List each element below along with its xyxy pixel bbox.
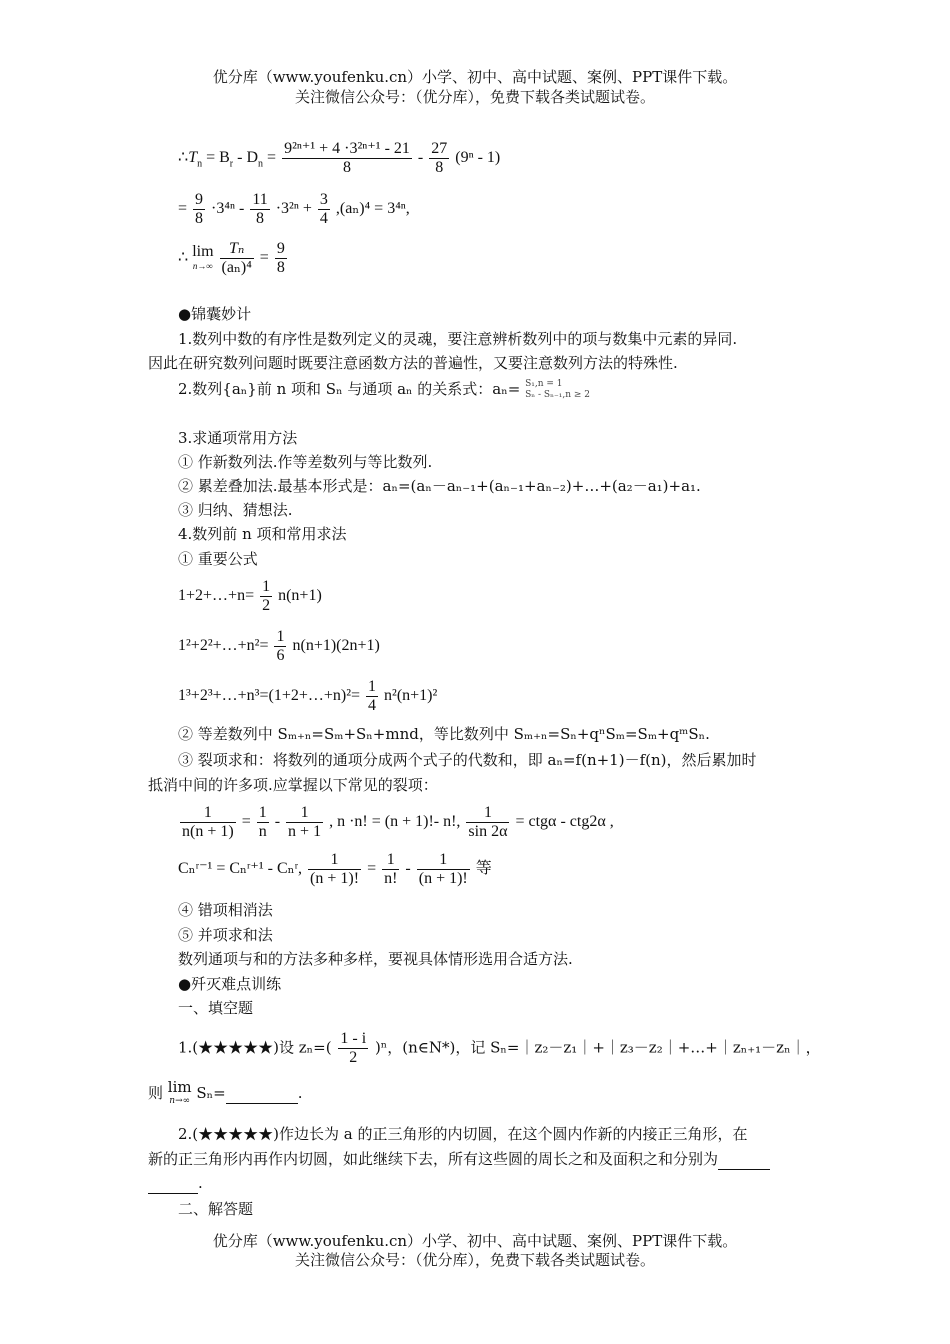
formula-split-terms-2: Cₙʳ⁻¹ = Cₙʳ⁺¹ - Cₙʳ, $\frac{1}{(n + 1)!}$ = $\frac{1}{n!}$ - $\frac{1}{(n + 1)!}$ 等 [178, 851, 492, 887]
section-heading-tips: ●锦囊妙计 [178, 305, 252, 323]
question-2-cont: 新的正三角形内再作内切圆，如此继续下去，所有这些圆的周长之和及面积之和分别为 [148, 1149, 770, 1170]
paragraph-2: 2.数列{aₙ}前 n 项和 Sₙ 与通项 aₙ 的关系式：aₙ= S₁,n = 1 Sₙ - Sₙ₋₁,n ≥ 2 [178, 379, 590, 400]
equation-limit: ∴ lim n→∞ $\frac{\text{Tₙ}}{\text{(aₙ)⁴}}$ = $\frac{9}{8}$ [178, 240, 285, 276]
list-item: ⑤ 并项求和法 [178, 926, 273, 944]
paragraph-summary: 数列通项与和的方法多种多样，要视具体情形选用合适方法. [178, 950, 573, 968]
answer-blank[interactable] [226, 1083, 298, 1104]
formula-sum-squares: 1²+2²+…+n²= $\frac{1}{6}$ n(n+1)(2n+1) [178, 628, 380, 664]
fraction: $\frac{9}{8}$ [195, 191, 204, 227]
fraction: $\frac{\text{9²ⁿ⁺¹ + 4 ·3²ⁿ⁺¹ - 21}}{8}$ [284, 140, 410, 176]
question-2-blank-line: . [148, 1173, 203, 1194]
limit-operator: lim n→∞ [167, 1078, 192, 1106]
fraction: $\frac{9}{8}$ [276, 240, 285, 276]
subsection-answer: 二、解答题 [178, 1200, 254, 1218]
answer-blank[interactable] [148, 1173, 198, 1194]
fraction: $\frac{1}{n!}$ [384, 851, 398, 887]
list-item: ③ 归纳、猜想法. [178, 501, 293, 519]
list-item: ③ 裂项求和：将数列的通项分成两个式子的代数和，即 aₙ=f(n+1)－f(n)，然后累加时 [178, 751, 757, 769]
fraction: $\frac{1}{2}$ [262, 578, 271, 614]
list-item: ④ 错项相消法 [178, 901, 273, 919]
list-item-cont: 抵消中间的许多项.应掌握以下常见的裂项： [148, 776, 438, 794]
fraction: $\frac{1}{(n + 1)!}$ [310, 851, 360, 887]
page-header-line2: 关注微信公众号：（优分库），免费下载各类试题试卷。 [294, 88, 655, 106]
page-footer-line2: 关注微信公众号：（优分库），免费下载各类试题试卷。 [294, 1251, 655, 1269]
paragraph-1-cont: 因此在研究数列问题时既要注意函数方法的普遍性，又要注意数列方法的特殊性. [148, 354, 678, 372]
equation-expanded: = $\frac{9}{8}$ ·3⁴ⁿ - $\frac{11}{8}$ ·3²ⁿ + $\frac{3}{4}$ ,(aₙ)⁴ = 3⁴ⁿ, [178, 191, 410, 227]
question-2: 2.(★★★★★)作边长为 a 的正三角形的内切圆，在这个圆内作新的内接正三角形，在 [178, 1125, 748, 1143]
fraction: $\frac{1}{n + 1}$ [288, 804, 322, 840]
list-item: ② 累差叠加法.最基本形式是：aₙ=(aₙ－aₙ₋₁+(aₙ₋₁+aₙ₋₂)+…+(a₂－a₁)+a₁. [178, 477, 701, 495]
fraction: $\frac{1}{\sin 2\alpha}$ [468, 804, 508, 840]
page-footer-line1: 优分库（www.youfenku.cn）小学、初中、高中试题、案例、PPT课件下载。 [212, 1232, 738, 1250]
formula-sum-cubes: 1³+2³+…+n³=(1+2+…+n)²= $\frac{1}{4}$ n²(n+1)² [178, 678, 438, 714]
paragraph-3: 3.求通项常用方法 [178, 429, 298, 447]
fraction: $\frac{1}{n}$ [258, 804, 267, 840]
fraction: $\frac{27}{8}$ [431, 140, 448, 176]
section-heading-training: ●歼灭难点训练 [178, 975, 282, 993]
piecewise-definition: S₁,n = 1 Sₙ - Sₙ₋₁,n ≥ 2 [525, 379, 590, 400]
list-item: ② 等差数列中 Sₘ₊ₙ=Sₘ+Sₙ+mnd，等比数列中 Sₘ₊ₙ=Sₙ+qⁿSₘ=Sₘ+qᵐSₙ. [178, 725, 710, 743]
paragraph-1: 1.数列中数的有序性是数列定义的灵魂，要注意辨析数列中的项与数集中元素的异同. [178, 330, 738, 348]
fraction: $\frac{1}{(n + 1)!}$ [418, 851, 468, 887]
list-item: ① 重要公式 [178, 550, 258, 568]
subsection-fill-blank: 一、填空题 [178, 999, 254, 1017]
fraction: $\frac{\text{Tₙ}}{\text{(aₙ)⁴}}$ [221, 240, 252, 276]
formula-sum-n: 1+2+…+n= $\frac{1}{2}$ n(n+1) [178, 578, 322, 614]
limit-operator: lim n→∞ [192, 242, 214, 271]
page-header-line1: 优分库（www.youfenku.cn）小学、初中、高中试题、案例、PPT课件下载。 [212, 68, 738, 86]
fraction: $\frac{3}{4}$ [319, 191, 328, 227]
fraction: $\frac{11}{8}$ [252, 191, 268, 227]
fraction: $\frac{1}{n(n + 1)}$ [182, 804, 234, 840]
list-item: ① 作新数列法.作等差数列与等比数列. [178, 453, 433, 471]
fraction: $\frac{1 - i}{2}$ [340, 1030, 367, 1066]
fraction: $\frac{1}{6}$ [276, 628, 285, 664]
paragraph-4: 4.数列前 n 项和常用求法 [178, 525, 347, 543]
formula-split-terms-1: $\frac{1}{n(n + 1)}$ = $\frac{1}{n}$ - $\frac{1}{n + 1}$ , n ·n! = (n + 1)!- n!, $\frac{1}{\sin 2\alpha}$ = ctgα - ctg2α , [182, 804, 614, 840]
fraction: $\frac{1}{4}$ [368, 678, 377, 714]
question-1: 1.(★★★★★)设 zₙ=( $\frac{1 - i}{2}$ )ⁿ，(n∈N*)，记 Sₙ=｜z₂－z₁｜+｜z₃－z₂｜+…+｜zₙ₊₁－zₙ｜， [178, 1030, 821, 1066]
question-1-answer-line: 则 lim n→∞ Sₙ= . [148, 1078, 303, 1106]
equation-tn: $\therefore T_n = B_r - D_n$ = $\frac{\text{9²ⁿ⁺¹ + 4 ·3²ⁿ⁺¹ - 21}}{8}$ - $\frac{27}{8}$ (9ⁿ - 1) [178, 140, 501, 176]
answer-blank[interactable] [718, 1149, 770, 1170]
